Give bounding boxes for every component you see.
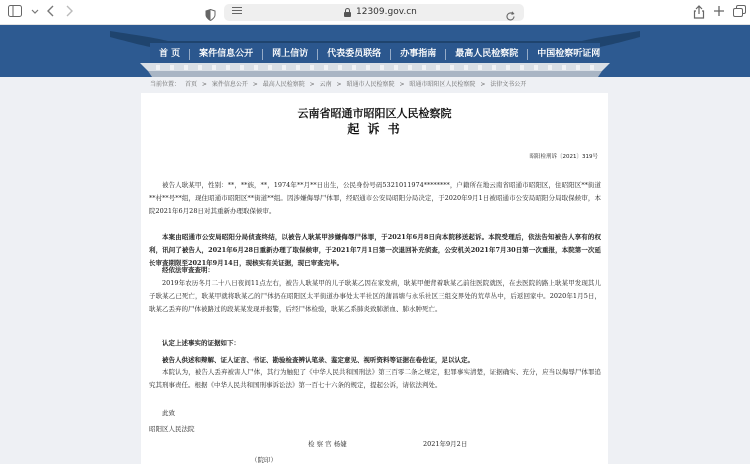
nav-supreme-procuratorate[interactable]: 最高人民检察院: [455, 49, 519, 59]
share-icon[interactable]: [692, 5, 706, 19]
facts-paragraph: 2019年农历冬月二十八日夜间11点左右，被告人耿某甲的儿子耿某乙因在家发病，耿某甲便背着耿某乙前往医院就医，在去医院的路上耿某甲发现其儿子耿某乙已死亡，耿某甲就将耿某乙的尸体扔在昭阳区太平街道办事处太平社区的蒲昌塘与永乐社区三组交界处的荒草丛中，后返回家中。2020年1月5日，耿某乙丢弃的尸体被路过的段某某发现并报警，后经尸体检验，耿某乙系肺炎致肺淤血、肺水肿死亡。: [149, 279, 601, 313]
breadcrumb-zhaoyang[interactable]: 昭通市昭阳区人民检察院: [409, 81, 476, 88]
nav-online-petition[interactable]: 网上信访: [272, 49, 309, 59]
findings-heading: 经依法审查查明：: [162, 266, 214, 274]
nav-service-guide[interactable]: 办事指南: [400, 49, 437, 59]
breadcrumb-sep: >: [336, 81, 342, 88]
url-text: 12309.gov.cn: [356, 7, 417, 17]
breadcrumb-sep: >: [201, 81, 207, 88]
document-title: 起 诉 书: [347, 122, 402, 136]
nav-case-info[interactable]: 案件信息公开: [199, 49, 254, 59]
breadcrumb: [150, 80, 610, 90]
breadcrumb-home[interactable]: 首页: [184, 81, 197, 88]
forward-icon[interactable]: [62, 5, 76, 19]
main-nav: [150, 45, 610, 63]
indictment-document: [141, 93, 608, 464]
breadcrumb-sep: >: [399, 81, 405, 88]
back-icon[interactable]: [44, 5, 58, 19]
defendant-paragraph: 被告人耿某甲，性别：**，**族，**，1974年**月**日出生，公民身份号码5321011974********，户籍所在地云南省昭通市昭阳区，住昭阳区**街道**村**号**组，现住昭通市昭阳区**街道**组。因涉嫌侮辱尸体罪，经昭通市公安局昭阳分局决定，于2020年9月1日被昭通市公安局昭阳分局取保候审，本院2021年6月28日对其重新办理取保候审。: [149, 181, 601, 215]
breadcrumb-sep: >: [252, 81, 258, 88]
conclusion-paragraph: 本院认为，被告人丢弃被害人尸体，其行为触犯了《中华人民共和国刑法》第三百零二条之规定，犯罪事实清楚，证据确实、充分，应当以侮辱尸体罪追究其刑事责任。根据《中华人民共和国刑事诉讼法》第一百七十六条的规定，提起公诉，请依法判处。: [149, 368, 601, 389]
lock-icon: [344, 8, 351, 17]
breadcrumb-sep: >: [309, 81, 315, 88]
evidence-paragraph: 被告人供述和辩解、证人证言、书证、勘验检查辨认笔录、鉴定意见、视听资料等证据在卷佐证，足以认定。: [162, 356, 474, 364]
breadcrumb-sep: >: [480, 81, 486, 88]
tabs-overview-icon[interactable]: [732, 5, 746, 19]
new-tab-icon[interactable]: [712, 5, 726, 19]
breadcrumb-zhaotong[interactable]: 昭通市人民检察院: [346, 81, 395, 88]
document-org: 云南省昭通市昭阳区人民检察院: [297, 107, 452, 120]
nav-hearing-network[interactable]: 中国检察听证网: [537, 49, 601, 59]
tab-overview-chevron-icon[interactable]: [28, 5, 42, 19]
breadcrumb-current[interactable]: 法律文书公开: [490, 81, 527, 88]
browser-toolbar: [0, 0, 750, 25]
breadcrumb-yunnan[interactable]: 云南: [319, 81, 332, 88]
nav-home[interactable]: 首 页: [159, 49, 181, 59]
document-number: 昭阳检刑诉〔2021〕319号: [529, 154, 598, 160]
salutation: 此致: [162, 409, 175, 417]
case-transfer-paragraph: 本案由昭通市公安局昭阳分局侦查终结，以被告人耿某甲涉嫌侮辱尸体罪，于2021年6月8日向本院移送起诉。本院受理后，依法告知被告人享有的权利，讯问了被告人，2021年6月28日重新办理了取保候审，于2021年7月1日第一次退回补充侦查，公安机关2021年7月30日第一次重报，本院第一次延长审查期限至2021年9月14日，现核实有关证据，现已审查完毕。: [149, 233, 601, 267]
sidebar-icon[interactable]: [8, 5, 22, 19]
nav-deputy-liaison[interactable]: 代表委员联络: [327, 49, 382, 59]
reload-icon[interactable]: [505, 7, 516, 18]
address-bar[interactable]: [224, 4, 524, 21]
breadcrumb-label: 当前位置：: [150, 81, 181, 88]
breadcrumb-case-info[interactable]: 案件信息公开: [211, 81, 248, 88]
breadcrumb-supreme[interactable]: 最高人民检察院: [262, 81, 305, 88]
reader-icon[interactable]: [232, 7, 242, 17]
prosecutor-signature: 检 察 官 杨婕: [308, 440, 347, 448]
court-name: 昭阳区人民法院: [149, 425, 195, 433]
privacy-shield-icon[interactable]: [205, 6, 216, 18]
evidence-heading: 认定上述事实的证据如下：: [162, 339, 240, 347]
seal-note: （院印）: [251, 456, 277, 464]
signing-date: 2021年9月2日: [423, 440, 468, 448]
